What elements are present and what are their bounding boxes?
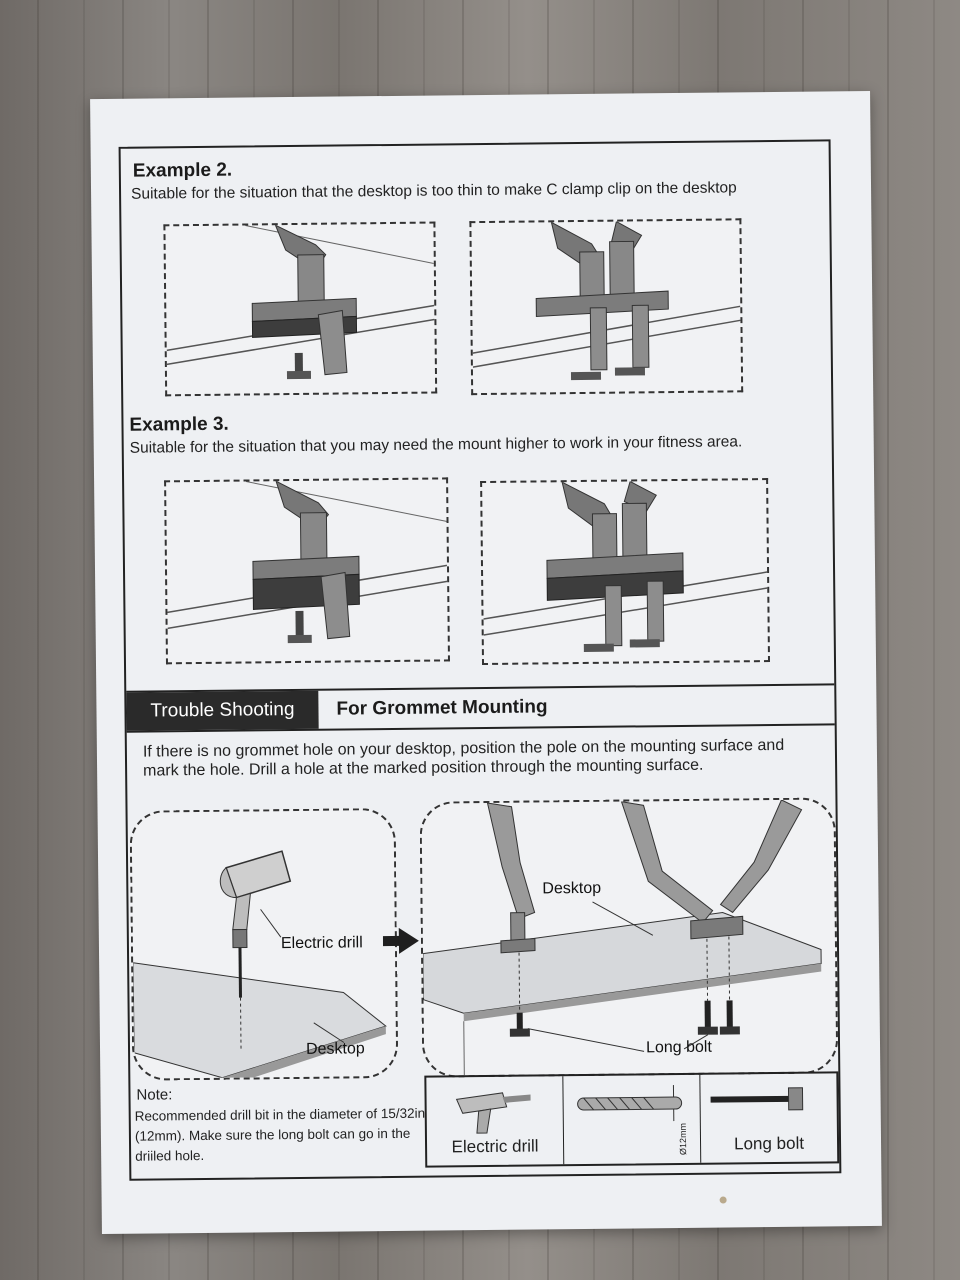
arrow-right-icon — [383, 928, 419, 954]
note-text: Recommended drill bit in the diameter of 15/32in (12mm). Make sure the long bolt can go in the driiled hole. — [134, 1105, 426, 1164]
instruction-sheet — [90, 91, 882, 1234]
troubleshooting-header — [126, 683, 834, 732]
example3-description: Suitable for the situation that you may need the mount higher to work in your fitness area. — [129, 433, 743, 457]
electric-drill-icon — [426, 1076, 563, 1137]
example2-description: Suitable for the situation that the desktop is too thin to make C clamp clip on the desktop — [130, 179, 737, 203]
example3-single-mount-illustration — [164, 477, 450, 664]
example2-dual-mount-illustration — [469, 218, 743, 395]
tool-long-bolt — [700, 1073, 837, 1162]
paper-spot — [720, 1197, 727, 1204]
tool-electric-drill — [426, 1076, 564, 1165]
drilling-diagram — [130, 808, 399, 1081]
tool-label-electric-drill: Electric drill — [451, 1136, 539, 1157]
right-desktop-label: Desktop — [542, 879, 602, 898]
tool-label-long-bolt: Long bolt — [733, 1133, 805, 1154]
drill-bit-diameter: Ø12mm — [677, 1122, 689, 1156]
note-title: Note: — [136, 1086, 173, 1104]
long-bolt-label: Long bolt — [645, 1038, 712, 1057]
left-desktop-label: Desktop — [305, 1040, 365, 1058]
example3-dual-mount-illustration — [480, 478, 770, 665]
example3-title: Example 3. — [129, 413, 229, 436]
long-bolt-icon — [700, 1073, 837, 1134]
grommet-mount-diagram — [419, 797, 838, 1077]
electric-drill-label: Electric drill — [280, 934, 363, 953]
troubleshooting-tag: Trouble Shooting — [126, 691, 318, 731]
troubleshooting-description: If there is no grommet hole on your desktop, position the pole on the mounting surface and mark the hole. Drill a hole at the marked position through the mounting surface. — [142, 736, 785, 780]
tools-table — [424, 1071, 839, 1167]
content-frame — [119, 139, 842, 1180]
example2-title: Example 2. — [132, 159, 233, 182]
tool-drill-bit — [563, 1075, 701, 1164]
troubleshooting-subtitle: For Grommet Mounting — [336, 696, 548, 720]
example2-single-mount-illustration — [163, 222, 437, 397]
